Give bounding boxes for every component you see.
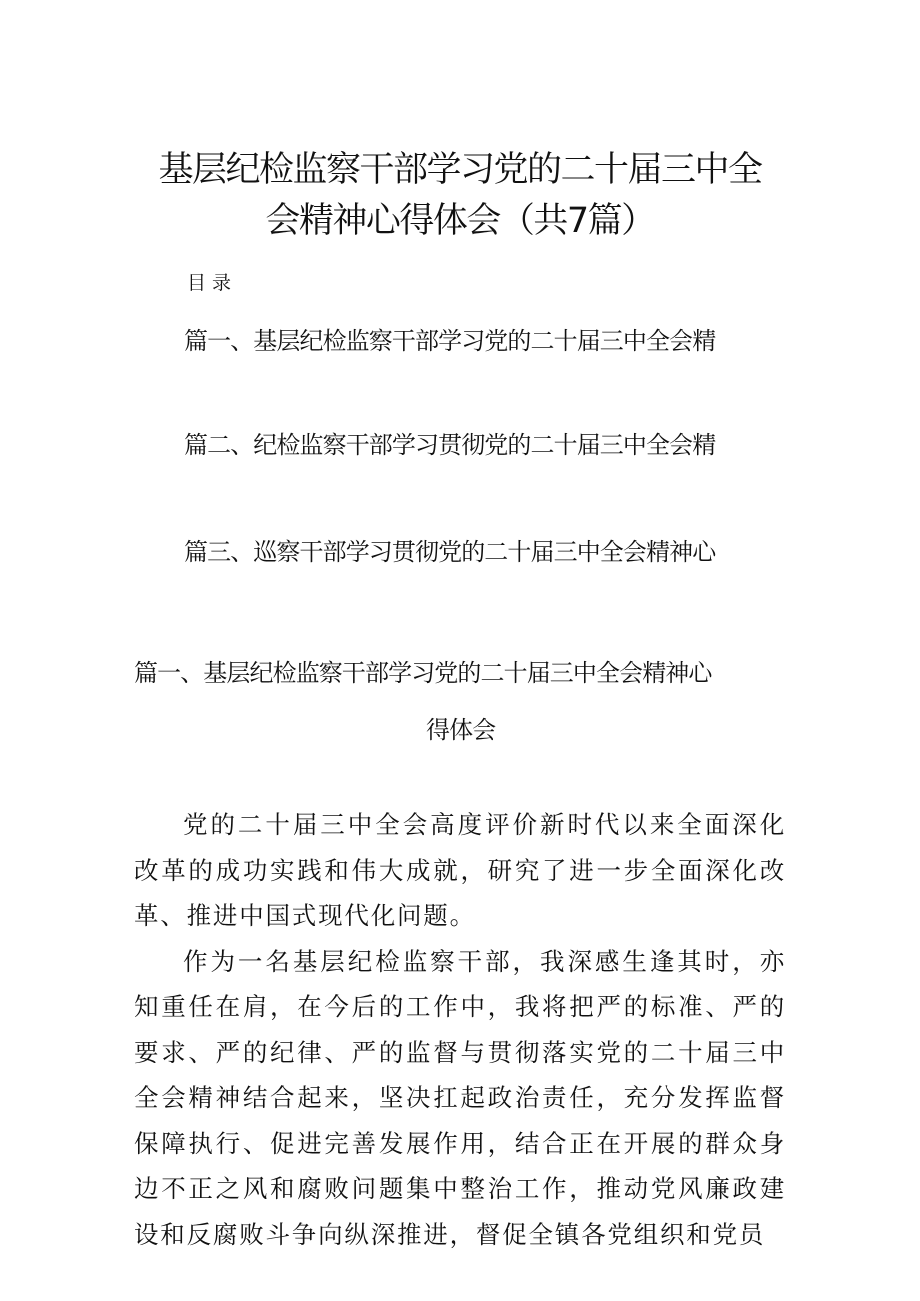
toc-item-3[interactable]: 篇三、巡察干部学习贯彻党的二十届三中全会精神心 bbox=[184, 538, 716, 566]
body-paragraph-1: 党的二十届三中全会高度评价新时代以来全面深化改革的成功实践和伟大成就，研究了进一步全面深化改革、推进中国式现代化问题。 bbox=[134, 810, 786, 930]
toc-item-1[interactable]: 篇一、基层纪检监察干部学习党的二十届三中全会精 bbox=[184, 327, 716, 355]
section-body bbox=[134, 802, 786, 1257]
document-title-line-2: 会精神心得体会（共7篇） bbox=[265, 201, 655, 241]
section-heading-line-2: 得体会 bbox=[426, 716, 496, 744]
body-paragraph-2: 作为一名基层纪检监察干部，我深感生逢其时，亦知重任在肩，在今后的工作中，我将把严的标准、严的要求、严的纪律、严的监督与贯彻落实党的二十届三中全会精神结合起来，坚决扛起政治责任，充分发挥监督保障执行、促进完善发展作用，结合正在开展的群众身边不正之风和腐败问题集中整治工作，推动党风廉政建设和反腐败斗争向纵深推进，督促全镇各党组织和党员 bbox=[134, 946, 786, 1249]
toc-item-2[interactable]: 篇二、纪检监察干部学习贯彻党的二十届三中全会精 bbox=[184, 431, 716, 459]
toc-label: 目录 bbox=[187, 272, 238, 294]
section-heading-line-1: 篇一、基层纪检监察干部学习党的二十届三中全会精神心 bbox=[134, 659, 712, 687]
document-title-line-1: 基层纪检监察干部学习党的二十届三中全 bbox=[158, 150, 762, 190]
